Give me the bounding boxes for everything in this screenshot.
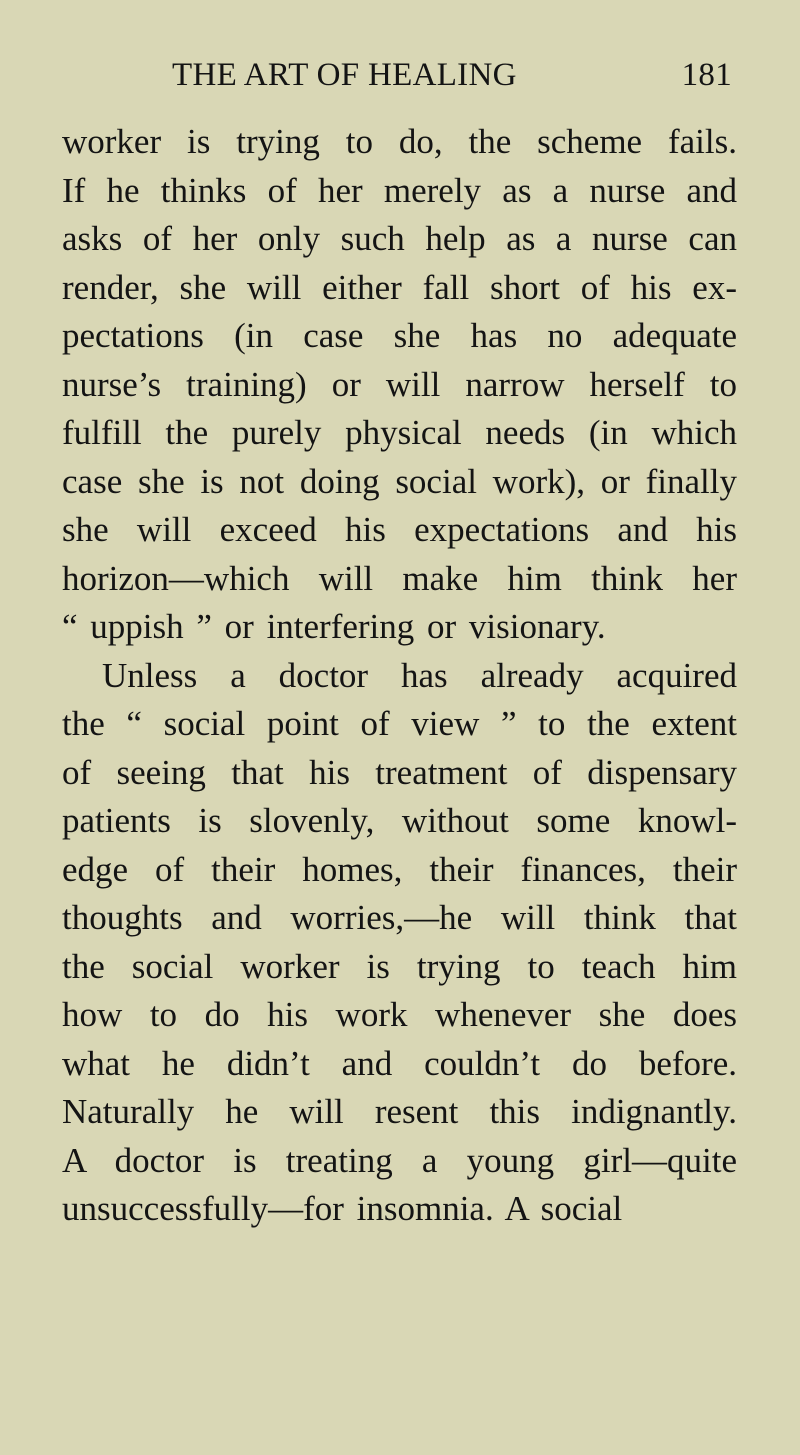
body-text <box>62 118 737 1234</box>
text-line: the “ social point of view ” to the extent <box>62 704 737 743</box>
text-line: “ uppish ” or interfering or visionary. <box>62 607 606 646</box>
text-line: Unless a doctor has already acquired <box>102 655 737 695</box>
text-line: horizon—which will make him think her <box>62 558 737 598</box>
text-line: what he didn’t and couldn’t do before. <box>62 1043 737 1083</box>
text-line: render, she will either fall short of his ex- <box>62 267 737 307</box>
text-line: how to do his work whenever she does <box>62 995 737 1034</box>
running-head <box>172 50 732 100</box>
text-line: asks of her only such help as a nurse can <box>62 219 737 258</box>
text-line: of seeing that his treatment of dispensary <box>62 752 737 792</box>
text-line: Naturally he will resent this indignantly. <box>62 1092 737 1131</box>
text-line: she will exceed his expectations and his <box>62 510 737 549</box>
text-line: fulfill the purely physical needs (in which <box>62 413 737 452</box>
text-line: A doctor is treating a young girl—quite <box>62 1140 737 1180</box>
text-line: nurse’s training) or will narrow herself to <box>62 364 737 404</box>
text-line: patients is slovenly, without some knowl- <box>62 801 737 840</box>
text-line: the social worker is trying to teach him <box>62 946 737 986</box>
text-line: case she is not doing social work), or finally <box>62 461 737 501</box>
text-line: If he thinks of her merely as a nurse and <box>62 170 737 210</box>
text-line: worker is trying to do, the scheme fails. <box>62 122 737 161</box>
page-number: 181 <box>681 57 732 93</box>
text-line: unsuccessfully—for insomnia. A social <box>62 1189 623 1228</box>
running-head-title: THE ART OF HEALING <box>172 57 517 93</box>
text-line: pectations (in case she has no adequate <box>62 316 737 355</box>
text-line: edge of their homes, their finances, their <box>62 849 737 889</box>
text-line: thoughts and worries,—he will think that <box>62 898 737 937</box>
